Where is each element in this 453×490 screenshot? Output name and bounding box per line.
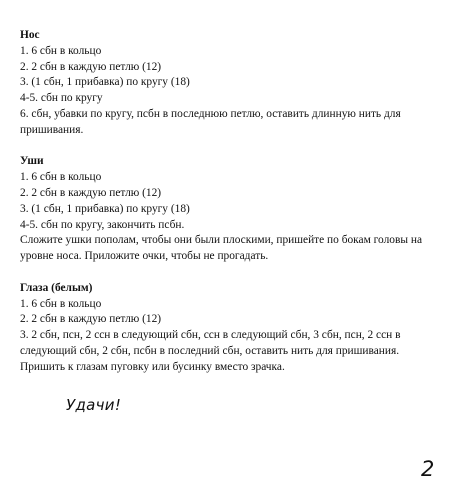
instruction-line: 6. сбн, убавки по кругу, псбн в последнюю петлю, оставить длинную нить для пришивания. [20, 107, 401, 136]
section-title: Глаза (белым) [20, 281, 93, 294]
instruction-line: 4-5. сбн по кругу, закончить псбн. [20, 218, 185, 231]
section-eyes [20, 281, 448, 376]
instruction-line: 2. 2 сбн в каждую петлю (12) [20, 313, 162, 326]
section-title: Уши [20, 155, 44, 168]
section-ears [20, 154, 448, 265]
instruction-line: 2. 2 сбн в каждую петлю (12) [20, 186, 162, 199]
instruction-line: 2. 2 сбн в каждую петлю (12) [20, 60, 162, 73]
instruction-line: 4-5. сбн по кругу [20, 92, 103, 105]
section-nose [20, 28, 448, 139]
instruction-line: 1. 6 сбн в кольцо [20, 297, 102, 310]
instruction-line: 1. 6 сбн в кольцо [20, 171, 102, 184]
instruction-line: 3. (1 сбн, 1 прибавка) по кругу (18) [20, 202, 190, 215]
document-body [20, 28, 448, 376]
instruction-line: Сложите ушки пополам, чтобы они были плоскими, пришейте по бокам головы на уровне носа. Приложите очки, чтобы не прогадать. [20, 234, 422, 263]
signoff-text: Удачи! [66, 396, 122, 414]
instruction-line: 3. (1 сбн, 1 прибавка) по кругу (18) [20, 76, 190, 89]
instruction-line: Пришить к глазам пуговку или бусинку вместо зрачка. [20, 360, 285, 373]
page-number: 2 [421, 457, 435, 481]
section-title: Нос [20, 29, 40, 41]
instruction-line: 1. 6 сбн в кольцо [20, 44, 102, 57]
instruction-line: 3. 2 сбн, псн, 2 ссн в следующий сбн, ссн в следующий сбн, 3 сбн, псн, 2 ссн в следующий сбн, 2 сбн, псбн в последний сбн, оставить нить для пришивания. [20, 329, 401, 357]
